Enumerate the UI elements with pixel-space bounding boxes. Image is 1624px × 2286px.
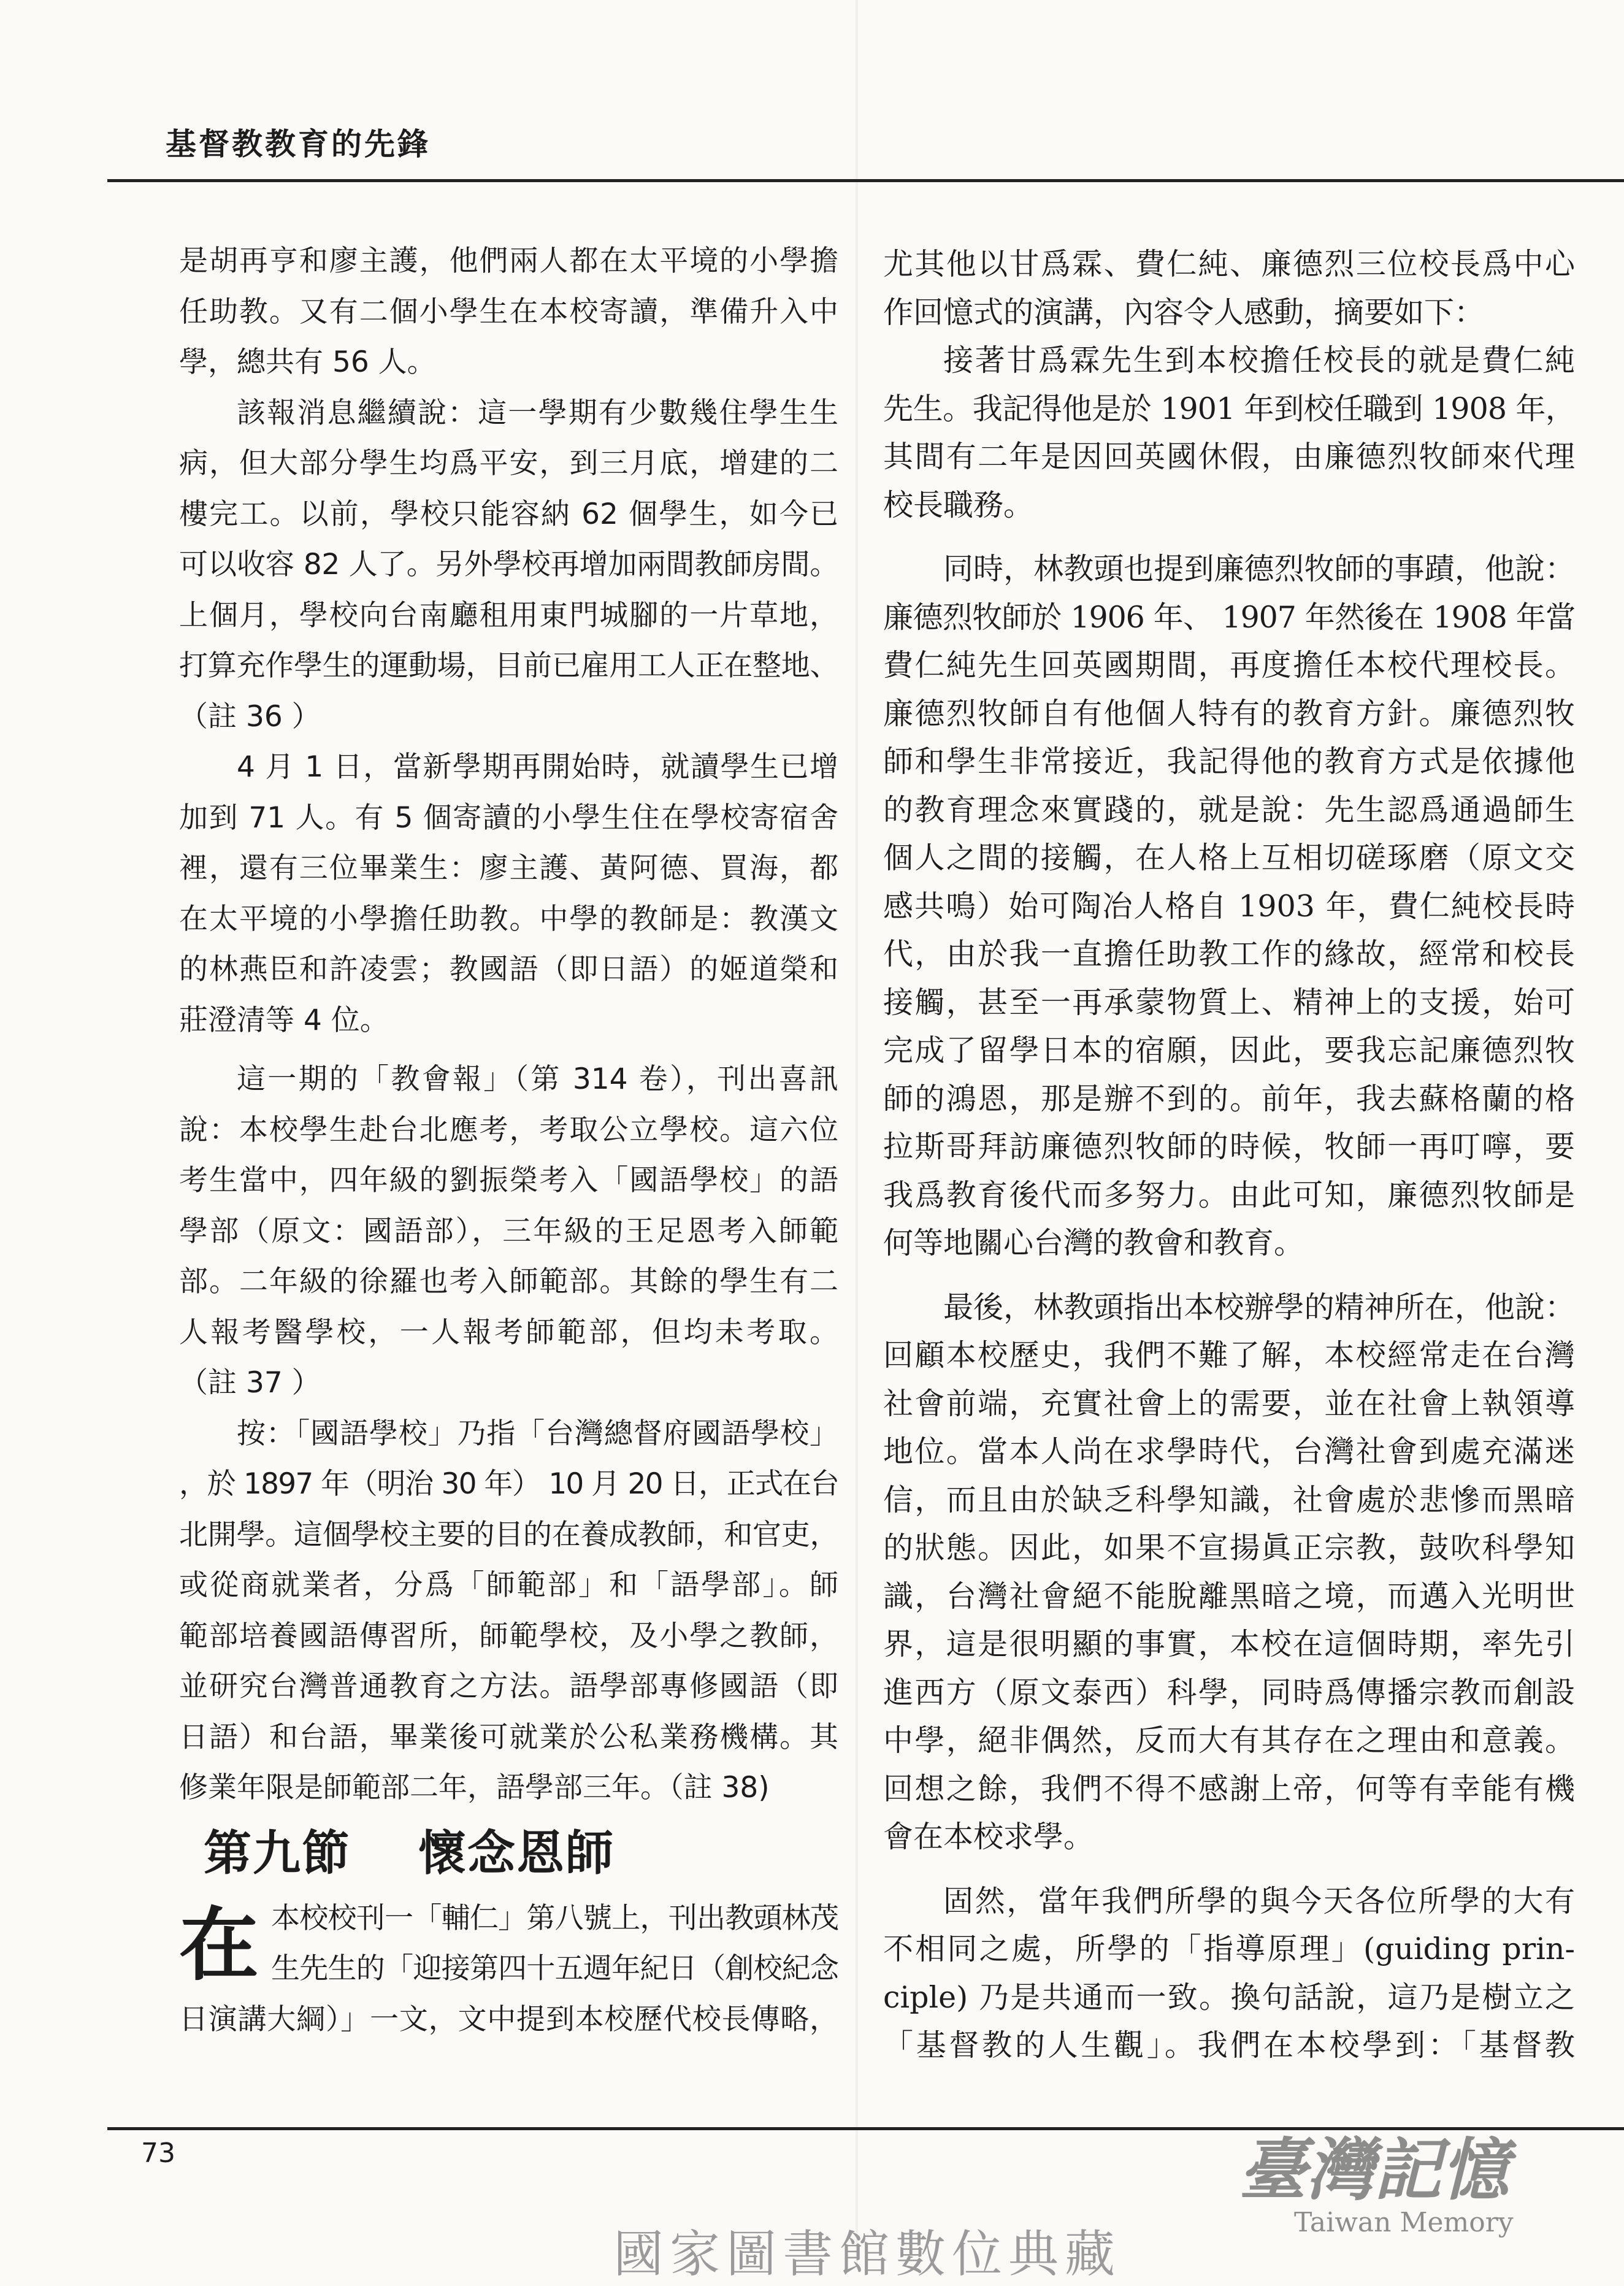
text-line: 拉斯哥拜訪廉德烈牧師的時候，牧師一再叮嚀，要: [883, 1129, 1575, 1164]
dropcap-paragraph: [179, 1893, 838, 2046]
text-line: 中學，絕非偶然，反而大有其存在之理由和意義。: [883, 1723, 1575, 1758]
text-line: 最後，林教頭指出本校辦學的精神所在，他說：: [943, 1289, 1575, 1325]
paragraph: [883, 240, 1575, 337]
text-line: 廉德烈牧師於 1906 年、 1907 年然後在 1908 年當: [883, 599, 1575, 635]
section-title: 懷念恩師: [418, 1825, 615, 1881]
text-line: 日演講大綱）」一文，文中提到本校歷代校長傳略，: [179, 2002, 838, 2036]
text-line: 樓完工。以前，學校只能容納 62 個學生，如今已: [179, 497, 838, 531]
text-line: ciple) 乃是共通而一致。換句話說，這乃是樹立之: [883, 1979, 1575, 2015]
text-line: 說：本校學生赴台北應考，考取公立學校。這六位: [179, 1113, 838, 1147]
text-line: 在太平境的小學擔任助教。中學的教師是：教漢文: [179, 902, 838, 936]
text-line: 識，台灣社會絕不能脫離黑暗之境，而邁入光明世: [883, 1578, 1575, 1614]
text-line: 費仁純先生回英國期間，再度擔任本校代理校長。: [883, 648, 1575, 683]
text-line: 師的鴻恩，那是辦不到的。前年，我去蘇格蘭的格: [883, 1081, 1575, 1116]
text-line: 其間有二年是因回英國休假，由廉德烈牧師來代理: [883, 439, 1575, 474]
taiwan-memory-watermark: [1239, 2130, 1514, 2239]
text-line: 個人之間的接觸，在人格上互相切磋琢磨（原文交: [883, 840, 1575, 875]
text-line: 何等地關心台灣的教會和教育。: [883, 1225, 1304, 1260]
text-line: 回顧本校歷史，我們不難了解，本校經常走在台灣: [883, 1338, 1575, 1373]
paragraph: [883, 1878, 1575, 2070]
text-line: 北開學。這個學校主要的目的在養成教師，和官吏，: [179, 1517, 838, 1552]
text-line: 日語）和台語，畢業後可就業於公私業務機構。其: [179, 1720, 838, 1754]
text-line: 莊澄清等 4 位。: [179, 1003, 389, 1037]
text-line: 界，這是很明顯的事實，本校在這個時期，率先引: [883, 1627, 1575, 1662]
text-line: 同時，林教頭也提到廉德烈牧師的事蹟，他說：: [943, 551, 1575, 586]
paragraph: [179, 742, 838, 1046]
section-heading: [179, 1814, 838, 1893]
footer-rule: [107, 2127, 1624, 2130]
paragraph: [179, 1409, 838, 1814]
text-line: 代，由於我一直擔任助教工作的緣故，經常和校長: [883, 937, 1575, 972]
text-line: （註 36 ）: [179, 699, 321, 734]
text-line: 是胡再亨和廖主護，他們兩人都在太平境的小學擔: [179, 244, 838, 278]
text-line: 打算充作學生的運動場，目前已雇用工人正在整地、: [179, 649, 838, 683]
section-number: 第九節: [204, 1825, 351, 1881]
text-line: 接觸，甚至一再承蒙物質上、精神上的支援，始可: [883, 984, 1575, 1020]
paragraph: [883, 545, 1575, 1268]
left-column-body: [179, 236, 838, 1814]
text-line: 師和學生非常接近，我記得他的教育方式是依據他: [883, 744, 1575, 779]
text-line: 感共鳴）始可陶冶人格自 1903 年，費仁純校長時: [883, 888, 1575, 924]
watermark-chinese: 臺灣記憶: [1239, 2130, 1509, 2209]
text-line: 部。二年級的徐羅也考入師範部。其餘的學生有二: [179, 1265, 838, 1298]
text-line: 的教育理念來實踐的，就是說：先生認爲通過師生: [883, 792, 1575, 827]
text-line: 加到 71 人。有 5 個寄讀的小學生住在學校寄宿舍: [179, 800, 838, 835]
text-line: 社會前端，充實社會上的需要，並在社會上執領導: [883, 1386, 1575, 1421]
text-line: 進西方（原文泰西）科學，同時爲傳播宗教而創設: [883, 1674, 1575, 1710]
text-line: 校長職務。: [883, 487, 1034, 523]
text-line: 考生當中，四年級的劉振榮考入「國語學校」的語: [179, 1164, 838, 1197]
text-line: 範部培養國語傳習所，師範學校，及小學之教師，: [179, 1619, 838, 1653]
text-line: 修業年限是師範部二年，語學部三年。（註 38): [179, 1771, 770, 1805]
running-header-title: 基督教教育的先鋒: [166, 126, 431, 162]
text-line: 接著甘爲霖先生到本校擔任校長的就是費仁純: [943, 343, 1575, 378]
text-line: ，於 1897 年（明治 30 年） 10 月 20 日，正式在台: [179, 1467, 838, 1501]
text-line: 作回憶式的演講，內容令人感動，摘要如下：: [883, 294, 1485, 330]
text-line: 尤其他以甘爲霖、費仁純、廉德烈三位校長爲中心: [883, 247, 1575, 282]
text-line: 地位。當本人尚在求學時代，台灣社會到處充滿迷: [883, 1434, 1575, 1469]
text-line: 會在本校求學。: [883, 1819, 1094, 1854]
dropcap-letter: 在: [179, 1898, 259, 1992]
paragraph: [883, 337, 1575, 529]
page-fold-shadow: [856, 0, 858, 2267]
text-line: 廉德烈牧師自有他個人特有的教育方針。廉德烈牧: [883, 696, 1575, 731]
paragraph: [883, 1284, 1575, 1862]
watermark-english: Taiwan Memory: [1294, 2207, 1514, 2238]
text-line: 任助教。又有二個小學生在本校寄讀，準備升入中: [179, 294, 838, 329]
text-line: 可以收容 82 人了。另外學校再增加兩間教師房間。: [179, 548, 838, 581]
text-line: 學，總共有 56 人。: [179, 345, 436, 379]
text-line: 並研究台灣普通教育之方法。語學部專修國語（即: [179, 1670, 838, 1703]
text-line: 按：「國語學校」乃指「台灣總督府國語學校」: [237, 1416, 838, 1451]
text-line: 本校校刊一「輔仁」第八號上，刊出教頭林茂: [271, 1901, 838, 1935]
library-digital-collection-mark: 國家圖書館數位典藏: [613, 2225, 1122, 2284]
right-column: [883, 240, 1575, 2070]
text-line: （註 37 ）: [179, 1366, 321, 1400]
text-line: 學部（原文：國語部），三年級的王足恩考入師範: [179, 1214, 838, 1248]
text-line: 回想之餘，我們不得不感謝上帝，何等有幸能有機: [883, 1771, 1575, 1806]
text-line: 病，但大部分學生均爲平安，到三月底，增建的二: [179, 447, 838, 480]
text-line: 不相同之處，所學的「指導原理」(guiding prin-: [883, 1931, 1575, 1966]
text-line: 上個月，學校向台南廳租用東門城腳的一片草地，: [179, 598, 838, 632]
header-rule: [107, 179, 1624, 182]
text-line: 的林燕臣和許凌雲；教國語（即日語）的姬道榮和: [179, 953, 838, 986]
text-line: 固然，當年我們所學的與今天各位所學的大有: [943, 1883, 1575, 1919]
text-line: 信，而且由於缺乏科學知識，社會處於悲慘而黑暗: [883, 1482, 1575, 1517]
paragraph: [179, 236, 838, 388]
text-line: 「基督教的人生觀」。我們在本校學到：「基督教: [883, 2028, 1575, 2063]
paragraph: [179, 388, 838, 743]
paragraph: [179, 1054, 838, 1409]
text-line: 這一期的「教會報」（第 314 卷），刊出喜訊: [237, 1062, 838, 1096]
page-number: 73: [141, 2138, 175, 2169]
text-line: 的狀態。因此，如果不宣揚眞正宗教，鼓吹科學知: [883, 1530, 1575, 1565]
right-column-body: [883, 240, 1575, 2070]
text-line: 生先生的「迎接第四十五週年紀日（創校紀念: [271, 1952, 838, 1985]
text-line: 或從商就業者，分爲「師範部」和「語學部」。師: [179, 1568, 838, 1602]
text-line: 我爲教育後代而多努力。由此可知，廉德烈牧師是: [883, 1177, 1575, 1213]
text-line: 先生。我記得他是於 1901 年到校任職到 1908 年，: [883, 391, 1575, 426]
left-column: [179, 236, 838, 2045]
text-line: 人報考醫學校，一人報考師範部，但均未考取。: [179, 1315, 838, 1349]
text-line: 4 月 1 日，當新學期再開始時，就讀學生已增: [237, 750, 838, 784]
text-line: 完成了留學日本的宿願，因此，要我忘記廉德烈牧: [883, 1033, 1575, 1068]
text-line: 該報消息繼續說：這一學期有少數幾住學生生: [237, 396, 838, 430]
text-line: 裡，還有三位畢業生：廖主護、黃阿德、買海，都: [179, 851, 838, 885]
